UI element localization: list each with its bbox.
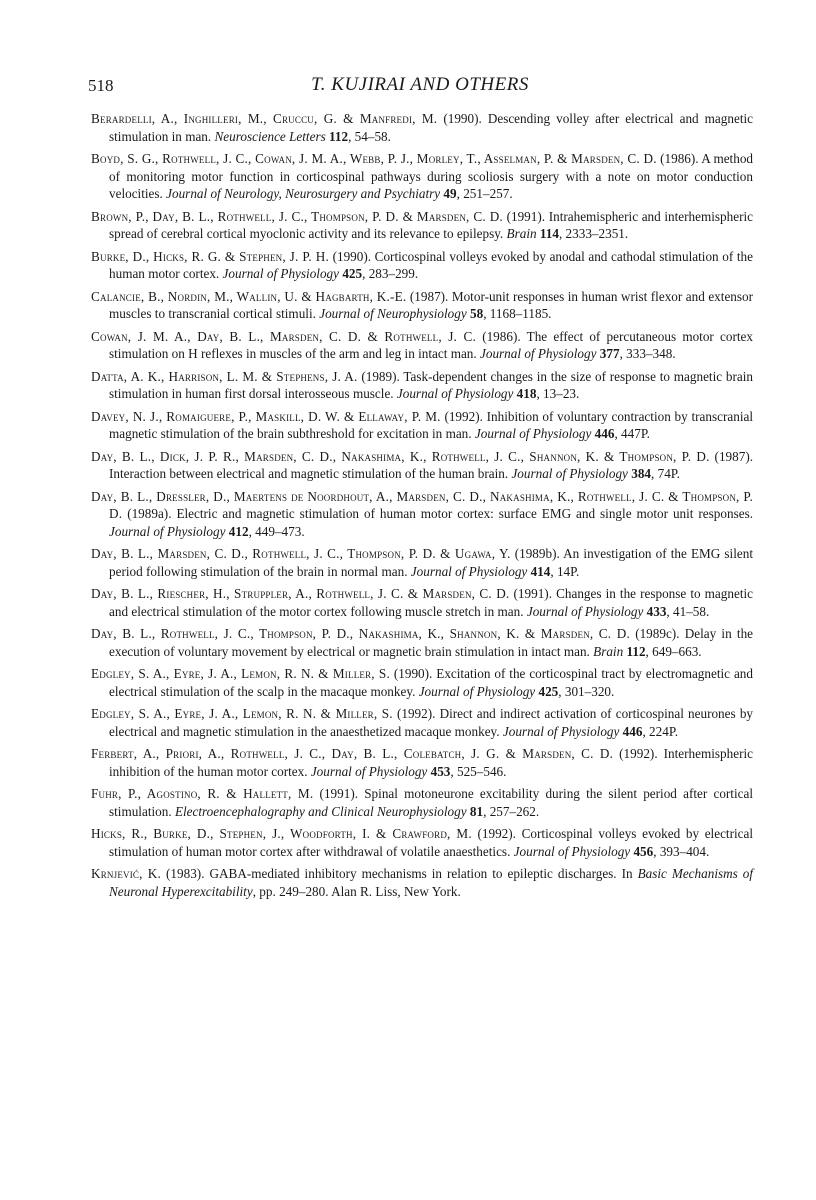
ref-journal: Brain: [506, 226, 537, 242]
ref-authors: Calancie, B., Nordin, M., Wallin, U. & Hagbarth, K.-E.: [91, 288, 407, 304]
ref-authors: Burke, D., Hicks, R. G. & Stephen, J. P. H.: [91, 248, 329, 264]
reference-entry: [91, 545, 753, 580]
ref-volume: 49: [440, 186, 457, 202]
ref-year: (1989c).: [635, 626, 680, 642]
reference-entry: [91, 248, 753, 283]
ref-authors: Day, B. L., Dressler, D., Maertens de Noordhout, A., Marsden, C. D., Nakashima, K., Rothwell, J. C. & Thompson, P. D.: [91, 488, 753, 522]
ref-volume: 433: [643, 604, 667, 620]
ref-title: Motor-unit responses in human wrist flexor and extensor muscles to transcranial cortical stimuli.: [109, 288, 754, 322]
ref-journal: Journal of Physiology: [511, 466, 628, 482]
ref-title: An investigation of the EMG silent period following stimulation of the brain in normal man.: [109, 546, 753, 580]
ref-year: (1987).: [409, 288, 449, 304]
ref-year: (1990).: [332, 248, 372, 264]
reference-entry: [91, 208, 753, 243]
ref-pages: , 224P.: [642, 724, 678, 740]
ref-volume: 377: [596, 346, 620, 362]
ref-journal: Journal of Physiology: [222, 266, 340, 282]
ref-year: (1989b).: [514, 546, 560, 562]
ref-volume: 418: [513, 386, 537, 402]
ref-title: Delay in the execution of voluntary movement by electrical or magnetic brain stimulation in intact man.: [109, 626, 754, 660]
ref-pages: , 251–257.: [456, 186, 513, 202]
ref-title: Interaction between electrical and magnetic stimulation of the human brain.: [109, 466, 512, 482]
reference-entry: [91, 150, 753, 203]
ref-pages: , 1168–1185.: [483, 306, 552, 322]
reference-entry: [91, 288, 753, 323]
ref-journal: Journal of Physiology: [418, 684, 536, 700]
ref-title: Changes in the response to magnetic and electrical stimulation of the motor cortex following muscle stretch in man.: [109, 586, 754, 620]
ref-authors: Datta, A. K., Harrison, L. M. & Stephens, J. A.: [91, 368, 358, 384]
ref-pages: , pp. 249–280. Alan R. Liss, New York.: [252, 884, 461, 900]
ref-volume: 81: [466, 804, 484, 820]
ref-volume: 412: [225, 524, 249, 540]
ref-journal: Journal of Physiology: [396, 386, 514, 402]
ref-journal: Journal of Physiology: [310, 764, 428, 780]
ref-authors: Hicks, R., Burke, D., Stephen, J., Woodforth, I. & Crawford, M.: [91, 826, 472, 842]
ref-journal: Journal of Physiology: [410, 564, 528, 580]
ref-title: Interhemispheric inhibition of the human motor cortex.: [109, 746, 754, 780]
ref-pages: , 41–58.: [666, 604, 710, 620]
ref-year: (1992).: [619, 746, 658, 762]
ref-pages: , 13–23.: [536, 386, 580, 402]
ref-title: Intrahemispheric and interhemispheric spread of cerebral cortical myoclonic activity and its relevance to epilepsy.: [109, 208, 753, 242]
ref-volume: 456: [630, 844, 654, 860]
ref-volume: 425: [535, 684, 559, 700]
reference-entry: [91, 448, 753, 483]
ref-year: (1987).: [714, 448, 754, 464]
ref-title: A method of monitoring motor function in corticospinal pathways during scoliosis surgery with a note on motor conduction velocities.: [109, 151, 754, 202]
ref-authors: Edgley, S. A., Eyre, J. A., Lemon, R. N. & Miller, S.: [91, 666, 390, 682]
ref-year: (1992).: [396, 706, 436, 722]
ref-title: Spinal motoneurone excitability during the silent period after cortical stimulation.: [109, 786, 753, 820]
reference-entry: [91, 585, 753, 620]
ref-pages: , 54–58.: [348, 128, 391, 144]
reference-entry: [91, 625, 753, 660]
ref-pages: , 257–262.: [483, 804, 540, 820]
ref-authors: Davey, N. J., Romaiguere, P., Maskill, D. W. & Ellaway, P. M.: [91, 408, 441, 424]
ref-authors: Day, B. L., Marsden, C. D., Rothwell, J. C., Thompson, P. D. & Ugawa, Y.: [91, 546, 511, 562]
ref-journal: Journal of Physiology: [480, 346, 597, 362]
ref-year: (1991).: [513, 586, 552, 602]
ref-pages: , 649–663.: [645, 644, 702, 660]
ref-journal: Journal of Neurology, Neurosurgery and Psychiatry: [166, 186, 441, 202]
ref-year: (1991).: [506, 208, 546, 224]
ref-journal: Brain: [593, 644, 624, 660]
reference-entry: [91, 110, 753, 145]
ref-pages: , 449–473.: [248, 524, 305, 540]
ref-authors: Day, B. L., Rothwell, J. C., Thompson, P. D., Nakashima, K., Shannon, K. & Marsden, C. D.: [91, 626, 630, 642]
ref-title: Corticospinal volleys evoked by anodal and cathodal stimulation of the human motor cortex.: [109, 248, 753, 282]
ref-volume: 453: [427, 764, 451, 780]
ref-title: GABA-mediated inhibitory mechanisms in relation to epileptic discharges. In: [204, 866, 638, 882]
ref-title: Corticospinal volleys evoked by electrical stimulation of human motor cortex after withdrawal of volatile anaesthetics.: [109, 826, 754, 860]
ref-title: Inhibition of voluntary contraction by transcranial magnetic stimulation of the brain subthreshold for excitation in man.: [109, 408, 754, 442]
ref-journal: Neuroscience Letters: [214, 128, 326, 144]
ref-year: (1990).: [393, 666, 433, 682]
ref-title: Electric and magnetic stimulation of human motor cortex: surface EMG and single motor unit responses.: [171, 506, 753, 522]
ref-volume: 114: [536, 226, 559, 242]
running-title: T. KUJIRAI AND OTHERS: [311, 74, 529, 95]
ref-authors: Day, B. L., Dick, J. P. R., Marsden, C. D., Nakashima, K., Rothwell, J. C., Shannon, K. & Thompson, P. D.: [91, 448, 710, 464]
reference-list: [91, 110, 753, 905]
ref-pages: , 283–299.: [362, 266, 419, 282]
reference-entry: [91, 785, 753, 820]
ref-pages: , 333–348.: [619, 346, 676, 362]
ref-authors: Krnjević, K.: [91, 866, 162, 882]
ref-year: (1991).: [319, 786, 359, 802]
ref-title: Excitation of the corticospinal tract by electromagnetic and electrical stimulation of the scalp in the macaque monkey.: [109, 666, 753, 700]
ref-title: Task-dependent changes in the size of response to magnetic brain stimulation in human first dorsal interosseous muscle.: [109, 368, 754, 402]
reference-entry: [91, 328, 753, 363]
reference-entry: [91, 745, 753, 780]
ref-year: (1986).: [482, 328, 521, 344]
ref-pages: , 2333–2351.: [558, 226, 629, 242]
ref-journal: Electroencephalography and Clinical Neurophysiology: [174, 804, 467, 820]
ref-pages: , 393–404.: [653, 844, 710, 860]
ref-journal: Journal of Physiology: [513, 844, 631, 860]
ref-volume: 58: [466, 306, 484, 322]
ref-journal: Journal of Physiology: [526, 604, 644, 620]
ref-journal: Journal of Physiology: [502, 724, 620, 740]
ref-authors: Boyd, S. G., Rothwell, J. C., Cowan, J. M. A., Webb, P. J., Morley, T., Asselman, P. & Marsden, C. D.: [91, 151, 657, 166]
reference-entry: [91, 665, 753, 700]
ref-volume: 446: [591, 426, 615, 442]
ref-pages: , 14P.: [550, 564, 580, 580]
ref-volume: 384: [627, 466, 651, 482]
ref-volume: 446: [619, 724, 643, 740]
reference-entry: [91, 825, 753, 860]
ref-pages: , 301–320.: [558, 684, 615, 700]
page-number: 518: [88, 76, 114, 95]
ref-authors: Brown, P., Day, B. L., Rothwell, J. C., Thompson, P. D. & Marsden, C. D.: [91, 208, 503, 224]
page-header: [88, 74, 752, 100]
ref-volume: 112: [623, 644, 646, 660]
reference-entry: [91, 865, 753, 900]
ref-year: (1986).: [660, 151, 699, 166]
ref-pages: , 525–546.: [450, 764, 507, 780]
reference-entry: [91, 408, 753, 443]
reference-entry: [91, 705, 753, 740]
ref-authors: Cowan, J. M. A., Day, B. L., Marsden, C. D. & Rothwell, J. C.: [91, 328, 476, 344]
reference-entry: [91, 368, 753, 403]
ref-journal: Journal of Neurophysiology: [319, 306, 467, 322]
ref-title: Direct and indirect activation of corticospinal neurones by electrical and magnetic stimulation in the anaesthetized macaque monkey.: [109, 706, 754, 740]
ref-authors: Edgley, S. A., Eyre, J. A., Lemon, R. N. & Miller, S.: [91, 706, 393, 722]
ref-title: Descending volley after electrical and magnetic stimulation in man.: [109, 111, 753, 144]
ref-year: (1989a).: [127, 506, 172, 522]
ref-volume: 414: [527, 564, 551, 580]
ref-authors: Day, B. L., Riescher, H., Struppler, A., Rothwell, J. C. & Marsden, C. D.: [91, 586, 510, 602]
ref-journal: Journal of Physiology: [474, 426, 592, 442]
ref-title: The effect of percutaneous motor cortex stimulation on H reflexes in muscles of the arm and leg in intact man.: [109, 328, 753, 362]
reference-entry: [91, 488, 753, 541]
ref-journal: Journal of Physiology: [109, 524, 226, 540]
ref-authors: Berardelli, A., Inghilleri, M., Cruccu, G. & Manfredi, M.: [91, 111, 438, 126]
ref-authors: Ferbert, A., Priori, A., Rothwell, J. C., Day, B. L., Colebatch, J. G. & Marsden, C. D.: [91, 746, 614, 762]
ref-volume: 112: [325, 128, 349, 144]
ref-year: (1990).: [443, 111, 482, 126]
ref-year: (1992).: [477, 826, 516, 842]
ref-year: (1983).: [166, 866, 205, 882]
ref-authors: Fuhr, P., Agostino, R. & Hallett, M.: [91, 786, 314, 802]
ref-journal: Basic Mechanisms of Neuronal Hyperexcitability: [109, 866, 754, 900]
ref-volume: 425: [339, 266, 363, 282]
ref-year: (1989).: [361, 368, 400, 384]
ref-pages: , 74P.: [651, 466, 680, 482]
ref-year: (1992).: [444, 408, 483, 424]
ref-pages: , 447P.: [614, 426, 650, 442]
